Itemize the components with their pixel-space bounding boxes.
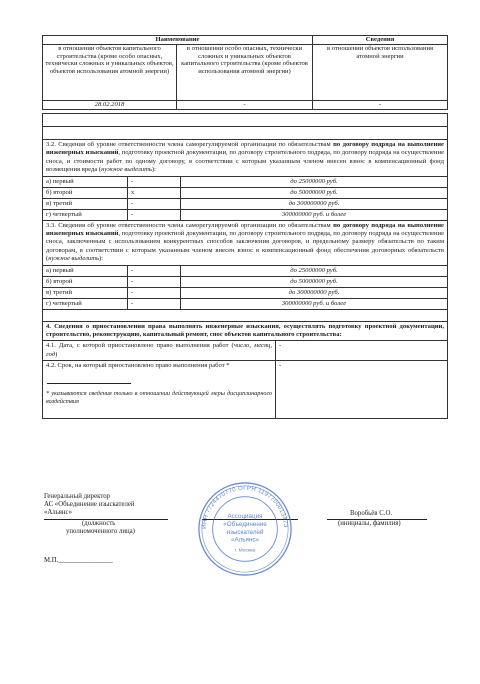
s4-r2-label: 4.2. Срок, на который приостановлено право выполнения работ *: [46, 362, 230, 370]
s33-text-a: 3.3. Сведения об уровне ответственности члена саморегулируемой организации по обязательствам: [46, 221, 334, 229]
s32-row-1: [43, 176, 448, 187]
s4-row-2-label-cell: [43, 361, 276, 419]
s33-row-4: [43, 298, 448, 309]
stamp-line-4: «Альянс»: [230, 536, 260, 544]
s4-row-1-label: [43, 341, 276, 361]
s32-row-1-mark: -: [128, 176, 181, 187]
s32-hint: нужное выделить: [101, 166, 152, 174]
signer-name: Воробьёв С.О.: [350, 510, 393, 517]
header-name: Наименование: [43, 36, 313, 45]
s33-row-3: [43, 287, 448, 298]
stamp-ring-text: ИНН 7724470770 ОГРН 1197700013473: [201, 485, 289, 530]
name-caption: (инициалы, фамилия): [338, 520, 401, 527]
organization-stamp: [196, 480, 294, 578]
s32-text-c: , подготовку проектной документации, по договору строительного подряда, по договору подряда на осуществление сноса, и стоимости работ по одному договору, в соответствии с которым указанным членом внесен взнос в компенсационный фонд возмещения вреда (: [46, 149, 445, 174]
s4-footnote: * указываются сведения только в отношении действующей меры дисциплинарного воздействия: [46, 390, 272, 405]
col1-text: в отношении объектов капитального строительства (кроме особо опасных, технически сложных и уникальных объектов, объектов использования атомной энергии): [43, 45, 177, 101]
stamp-line-3: изыскателей: [226, 528, 264, 536]
blank-row-3: [43, 309, 448, 321]
s32-row-3-mark: -: [128, 198, 181, 209]
s33-row-4-mark: -: [128, 298, 181, 309]
s33-row-4-amount: 300000000 руб. и более: [181, 298, 448, 309]
s33-row-1: [43, 265, 448, 276]
s4-row-2-value: -: [276, 361, 448, 419]
s32-row-1-label: а) первый: [43, 176, 128, 187]
s32-row-3: [43, 198, 448, 209]
s33-row-2: [43, 276, 448, 287]
header-info: Сведения: [313, 36, 448, 45]
s32-row-2: [43, 187, 448, 198]
s33-row-1-label: а) первый: [43, 265, 128, 276]
s32-row-4-amount: 300000000 руб. и более: [181, 209, 448, 220]
s32-row-2-mark: x: [128, 187, 181, 198]
s32-row-3-amount: до 300000000 руб.: [181, 198, 448, 209]
section-4-title: 4. Сведения о приостановлении права выполнять инженерные изыскания, осуществлять подготовку проектной документации, строительство, реконструкцию, капитальный ремонт, снос объектов капитального строительства:: [43, 321, 448, 341]
blank-row-2: [43, 127, 448, 140]
mp-line: ________________: [58, 557, 113, 564]
blank-row-1: [43, 114, 448, 127]
stamp-line-2: «Объединение: [223, 521, 267, 529]
signer-position-1: Генеральный директор: [44, 493, 110, 500]
s33-row-3-label: в) третий: [43, 287, 128, 298]
s33-row-1-mark: -: [128, 265, 181, 276]
s32-row-3-label: в) третий: [43, 198, 128, 209]
s32-row-1-amount: до 25000000 руб.: [181, 176, 448, 187]
s33-row-2-mark: -: [128, 276, 181, 287]
s4-row-1-value: -: [276, 341, 448, 361]
section-3-3-text: [43, 220, 448, 265]
signer-position-2: АС «Объединение изыскателей: [44, 501, 135, 508]
s32-row-2-label: б) второй: [43, 187, 128, 198]
s4-r1-end: ): [55, 350, 58, 358]
col2-text: в отношении особо опасных, технически сложных и уникальных объектов капитального строительства (кроме объектов использования атомной энергии): [177, 45, 313, 101]
s33-text-bold: по договору подряда на выполнение инженерных изысканий: [46, 221, 444, 238]
date-col1: 28.02.2018: [43, 101, 177, 110]
role-caption-2: уполномоченного лица): [66, 528, 135, 535]
s33-text-c: , подготовку проектной документации, по договору строительного подряда, по договору подряда на осуществление сноса, заключенным с использованием конкурентных способов заключения договоров, и предельному размеру обязательств по таким договорам, в соответствии с которым указанным членом внесен взнос в компенсационный фонд обеспечения договорных обязательств (: [46, 230, 445, 263]
s32-row-4-mark: -: [128, 209, 181, 220]
s4-r1-hint: число, месяц, год: [46, 342, 272, 358]
role-caption-1: (должность: [82, 520, 116, 527]
date-col2: -: [177, 101, 313, 110]
s32-row-4: [43, 209, 448, 220]
s32-text-e: ):: [151, 166, 156, 174]
section-3-2-text: [43, 140, 448, 177]
s4-r1-label-text: 4.1. Дата, с которой приостановлено право выполнения работ (: [46, 342, 234, 350]
date-col3: -: [313, 101, 448, 110]
signer-position-3: «Альянс»: [44, 509, 72, 516]
mp-text: М.П.: [44, 557, 59, 564]
s33-text-e: ):: [98, 255, 103, 263]
s32-row-4-label: г) четвертый: [43, 209, 128, 220]
main-frame: [42, 113, 448, 419]
top-table: [42, 35, 448, 110]
s33-row-3-amount: до 300000000 руб.: [181, 287, 448, 298]
s33-row-1-amount: до 25000000 руб.: [181, 265, 448, 276]
s33-hint: нужное выделить: [48, 255, 99, 263]
s33-row-3-mark: -: [128, 287, 181, 298]
stamp-city: г. Москва: [234, 548, 256, 554]
stamp-line-1: Ассоциация: [227, 513, 263, 521]
s32-row-2-amount: до 50000000 руб.: [181, 187, 448, 198]
s33-row-4-label: г) четвертый: [43, 298, 128, 309]
s32-text-bold: по договору подряда на выполнение инженерных изысканий: [46, 141, 444, 157]
footnote-rule: [47, 383, 131, 384]
s32-text-a: 3.2. Сведения об уровне ответственности члена саморегулируемой организации по обязательствам: [46, 141, 334, 148]
col3-text: в отношении объектов использования атомной энергии: [313, 45, 448, 101]
s33-row-2-label: б) второй: [43, 276, 128, 287]
s33-row-2-amount: до 50000000 руб.: [181, 276, 448, 287]
mp-label: [44, 557, 113, 565]
